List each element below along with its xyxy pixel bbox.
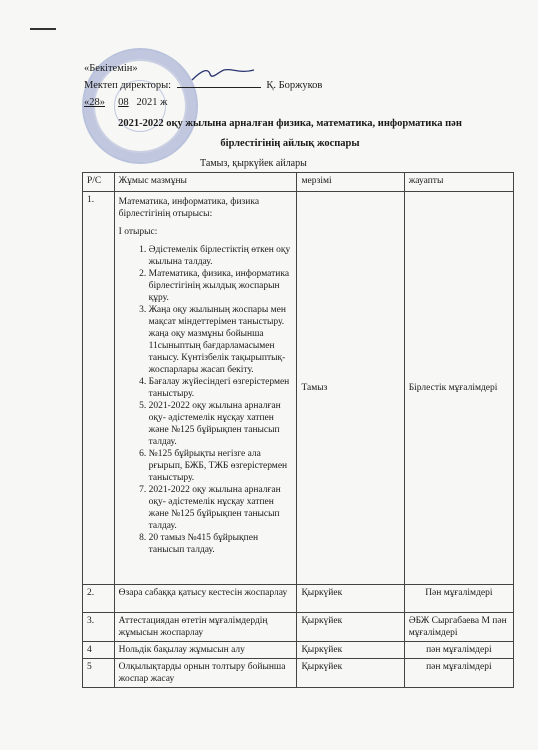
table-header-row — [83, 173, 514, 192]
header-content: Жұмыс мазмұны — [114, 173, 297, 192]
row-date: Тамыз — [297, 192, 404, 585]
date-month: 08 — [118, 97, 129, 108]
period-label: Тамыз, қыркүйек айлары — [200, 158, 307, 169]
document-title-line2: бірлестігінің айлық жоспары — [220, 138, 360, 149]
row-date: Қыркүйек — [297, 613, 404, 642]
date-year: 2021 ж — [136, 97, 168, 108]
table-row — [83, 192, 514, 585]
list-item: 1. Әдістемелік бірлестіктің өткен оқу жылына талдау. — [149, 244, 293, 268]
list-item: 3. Жаңа оқу жылының жоспары мен мақсат міндеттерімен таныстыру. жаңа оқу мазмұны бойынша 11сыныптың бағдарламасымен танысу. Күнтізбелік тақырыптық-жоспарлары жасап бекіту. — [149, 304, 293, 376]
approval-label: «Бекітемін» — [84, 63, 138, 74]
header-responsible: жауапты — [404, 173, 513, 192]
meeting-title: Математика, информатика, физика бірлестігінің отырысы: — [118, 197, 260, 219]
director-name: Қ. Боржуков — [266, 80, 323, 91]
row-content: Нольдік бақылау жұмысын алу — [114, 642, 297, 659]
row-number: 4 — [83, 642, 115, 659]
table-row — [83, 659, 514, 688]
approval-block — [84, 60, 322, 111]
row-responsible: ӘБЖ Сыргабаева М пән мұғалімдері — [404, 613, 513, 642]
row-date: Қыркүйек — [297, 585, 404, 613]
row-responsible: Бірлестік мұғалімдері — [404, 192, 513, 585]
table-row — [83, 585, 514, 613]
agenda-list — [119, 244, 293, 556]
table-row — [83, 613, 514, 642]
document-title: 2021-2022 оқу жылына арналған физика, математика, информатика пән — [118, 118, 462, 129]
row-content: Аттестациядан өтетін мұғалімдердің жұмысын жоспарлау — [114, 613, 297, 642]
list-item: 2. Математика, физика, информатика бірлестігінің жылдық жоспарын құру. — [149, 268, 293, 304]
date-day: «28» — [84, 97, 105, 108]
list-item: 7. 2021-2022 оқу жылына арналған оқу- әдістемелік нұсқау хатпен және №125 бұйрықпен танысып талдау. — [149, 484, 293, 532]
list-item: 4. Бағалау жүйесіндегі өзгерістермен таныстыру. — [149, 376, 293, 400]
corner-mark — [30, 28, 56, 30]
list-item: 6. №125 бұйрықты негізге ала рғырып, БЖБ, ТЖБ өзгерістермен таныстыру. — [149, 448, 293, 484]
signature-line — [177, 79, 261, 88]
header-no: Р/С — [83, 173, 115, 192]
header-date: мерзімі — [297, 173, 404, 192]
plan-table — [82, 172, 514, 688]
list-item: 5. 2021-2022 оқу жылына арналған оқу- әдістемелік нұсқау хатпен және №125 бұйрықпен танысып талдау. — [149, 400, 293, 448]
row-date: Қыркүйек — [297, 642, 404, 659]
row-responsible: пән мұғалімдері — [404, 659, 513, 688]
row-number: 5 — [83, 659, 115, 688]
row-content: Өзара сабаққа қатысу кестесін жоспарлау — [114, 585, 297, 613]
meeting-subtitle: I отырыс: — [118, 227, 158, 237]
row-responsible: пән мұғалімдері — [404, 642, 513, 659]
row-date: Қыркүйек — [297, 659, 404, 688]
row-content — [114, 192, 297, 585]
list-item: 8. 20 тамыз №415 бұйрықпен танысып талдау. — [149, 532, 293, 556]
row-number: 1. — [83, 192, 115, 585]
row-content: Олқылықтарды орнын толтыру бойынша жоспар жасау — [114, 659, 297, 688]
row-number: 2. — [83, 585, 115, 613]
row-number: 3. — [83, 613, 115, 642]
table-row — [83, 642, 514, 659]
row-responsible: Пән мұғалімдері — [404, 585, 513, 613]
director-label: Мектеп директоры: — [84, 80, 172, 91]
